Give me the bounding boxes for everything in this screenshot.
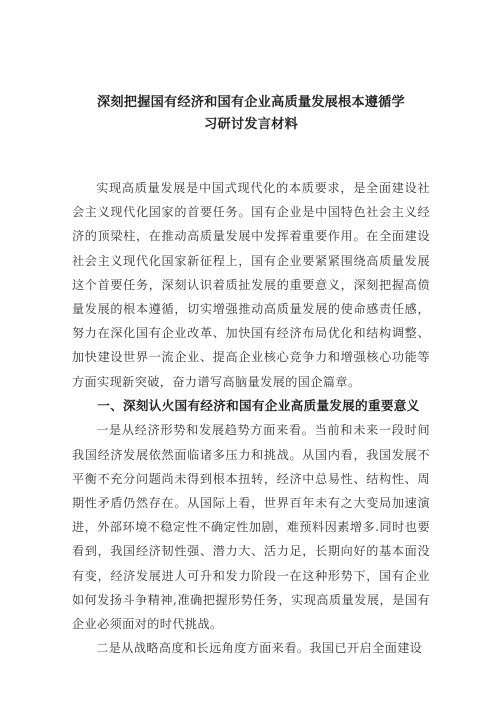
intro-paragraph: 实现高质量发展是中国式现代化的本质要求，是全面建设社会主义现代化国家的首要任务。国有企业是中国特色社会主义经济的顶梁柱，在推动高质量发展中发挥着重要作用。在全面建设社会主义现代化国家新征程上，国有企业要紧紧围绕高质量发展这个首要任务，深刻认识着质扯发展的重要意义，深刻把握高偾量发展的根本遵循，切实增强推动高质量发展的使命感责任感，努力在深化国有企业改革、加快国有经济布局优化和结构调整、加快建设世界一流企业、提高企业核心竞争力和增强核心功能等方面实现新突破，奋力谱写高脑量发展的国企篇章。 — [72, 181, 430, 389]
section1-paragraph-1: 一是从经济形势和发展趋势方面来看。当前和未来一段时间我国经济发展依然面临诸多压力和挑战。从国内看，我国发展不平衡不充分问题尚未得到根本扭转，经济中总易性、结构性、周期性矛盾仍然存在。从国际上看，世界百年未有之大变局加速演进，外部环境不稳定性不确定性加剧，难预料因素增多.同时也要看到，我国经济韧性强、潜力大、活力足，长期向好的基本面没有变，经济发展进人可升和发力阶段一在这种形势下，国有企业如何发扬斗争精神,准确把握形势任务，实现高质量发展，是国有企业必须面对的时代挑战。 — [72, 423, 430, 631]
title-line-1: 深刻把握国有经济和国有企业高质量发展根本遵循学 — [97, 95, 405, 110]
document-title — [72, 92, 430, 136]
section-heading-1: 一、深刻认火国有经济和国有企业高质量发展的重要意义 — [97, 397, 420, 413]
section1-paragraph-2: 二是从战略高度和长远角度方面来看。我国已开启全面建设 — [96, 641, 423, 656]
title-line-2: 习研讨发言材料 — [204, 117, 298, 132]
